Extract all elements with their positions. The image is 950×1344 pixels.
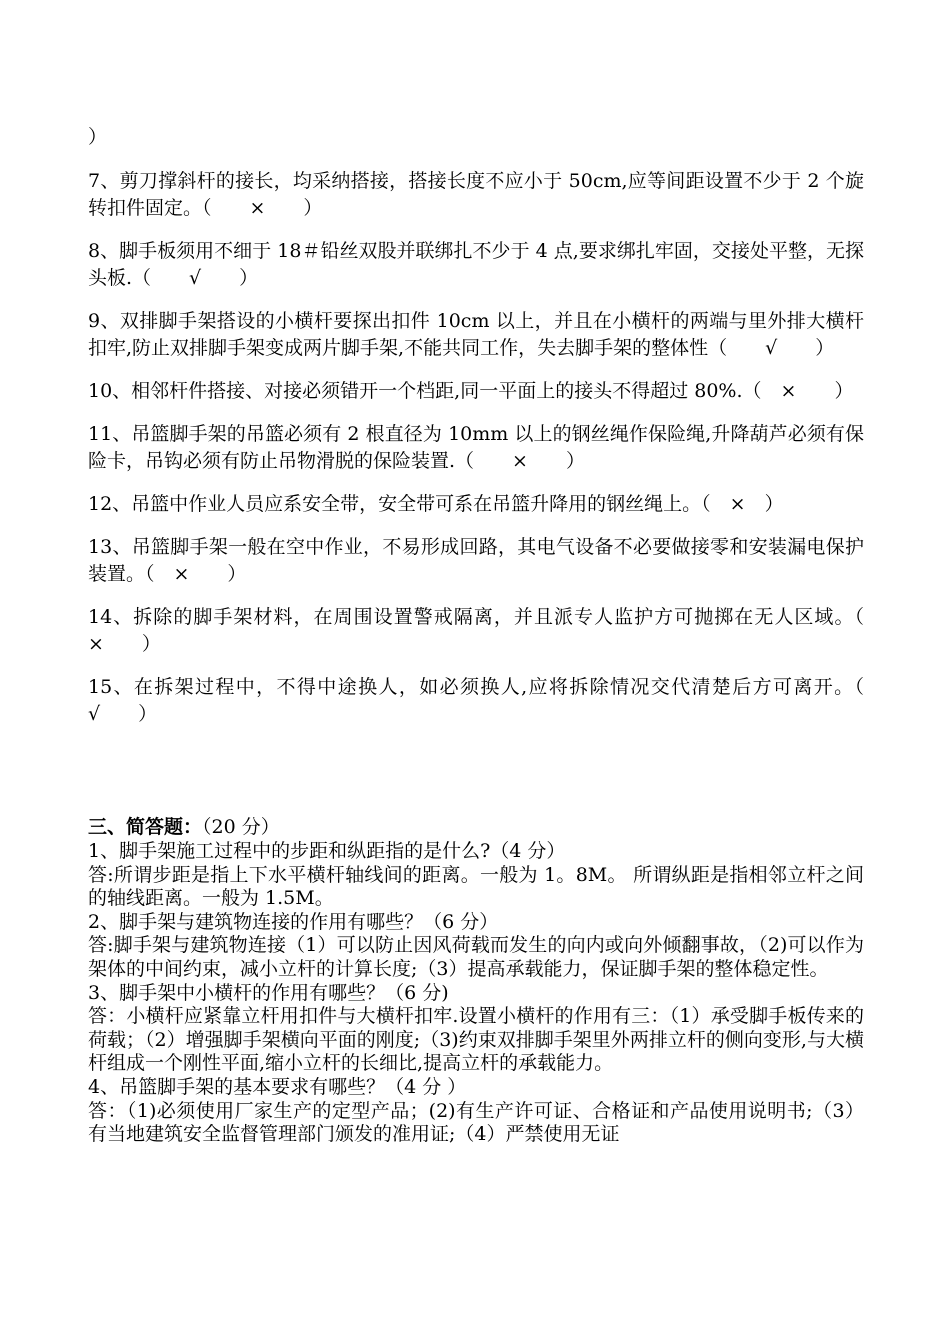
section-title-text: 三、简答题： [88, 816, 203, 838]
answer-1: 答:所谓步距是指上下水平横杆轴线间的距离。一般为 1。8M。 所谓纵距是指相邻立杆之间的轴线距离。一般为 1.5M。 [88, 863, 864, 910]
answer-3: 答：小横杆应紧靠立杆用扣件与大横杆扣牢.设置小横杆的作用有三：（1）承受脚手板传来的荷载；（2）增强脚手架横向平面的刚度;（3)约束双排脚手架里外两排立杆的侧向变形,与大横杆组成一个刚性平面,缩小立杆的长细比,提高立杆的承载能力。 [88, 1005, 864, 1075]
tf-item-13: 13、吊篮脚手架一般在空中作业，不易形成回路，其电气设备不必要做接零和安装漏电保护装置。（ × ） [88, 536, 864, 585]
qa-list [88, 840, 864, 1147]
question-2: 2、脚手架与建筑物连接的作用有哪些？（6 分） [88, 910, 499, 933]
tf-item-8: 8、脚手板须用不细于 18＃铅丝双股并联绑扎不少于 4 点,要求绑扎牢固，交接处平整，无探头板.（ √ ） [88, 240, 864, 289]
tf-item-14: 14、拆除的脚手架材料，在周围设置警戒隔离，并且派专人监护方可抛掷在无人区域。（ × ） [88, 606, 903, 655]
tf-item-7: 7、剪刀撑斜杆的接长，均采纳搭接，搭接长度不应小于 50cm,应等间距设置不少于 2 个旋转扣件固定。（ × ） [88, 170, 864, 219]
answer-2: 答:脚手架与建筑物连接（1）可以防止因风荷载而发生的向内或向外倾翻事故，（2)可以作为架体的中间约束，减小立杆的计算长度;（3）提高承载能力，保证脚手架的整体稳定性。 [88, 934, 864, 980]
tf-item-10: 10、相邻杆件搭接、对接必须错开一个档距,同一平面上的接头不得超过 80%.（ × ） [88, 380, 854, 402]
section-score: （20 分） [202, 816, 280, 838]
question-4: 4、吊篮脚手架的基本要求有哪些？（4 分 ） [88, 1075, 467, 1098]
question-1: 1、脚手架施工过程中的步距和纵距指的是什么?（4 分） [88, 840, 566, 862]
tf-item-9: 9、双排脚手架搭设的小横杆要探出扣件 10cm 以上，并且在小横杆的两端与里外排大横杆扣牢,防止双排脚手架变成两片脚手架,不能共同工作，失去脚手架的整体性（ √ ） [88, 310, 864, 359]
true-false-list [88, 168, 903, 744]
section-title [88, 814, 864, 840]
answer-4: 答：（1)必须使用厂家生产的定型产品；(2)有生产许可证、合格证和产品使用说明书;（3）有当地建筑安全监督管理部门颁发的准用证;（4）严禁使用无证 [88, 1099, 864, 1146]
tf-item-12: 12、吊篮中作业人员应系安全带，安全带可系在吊篮升降用的钢丝绳上。（ × ） [88, 493, 784, 515]
tf-item-11: 11、吊篮脚手架的吊篮必须有 2 根直径为 10mm 以上的钢丝绳作保险绳,升降葫芦必须有保险卡，吊钩必须有防止吊物滑脱的保险装置.（ × ） [88, 423, 864, 472]
tf-item-15: 15、在拆架过程中，不得中途换人，如必须换人,应将拆除情况交代清楚后方可离开。（ √ ） [88, 676, 903, 725]
short-answer-section [88, 814, 864, 1147]
question-3: 3、脚手架中小横杆的作用有哪些？（6 分) [88, 981, 449, 1004]
previous-item-fragment: ） [88, 126, 108, 148]
